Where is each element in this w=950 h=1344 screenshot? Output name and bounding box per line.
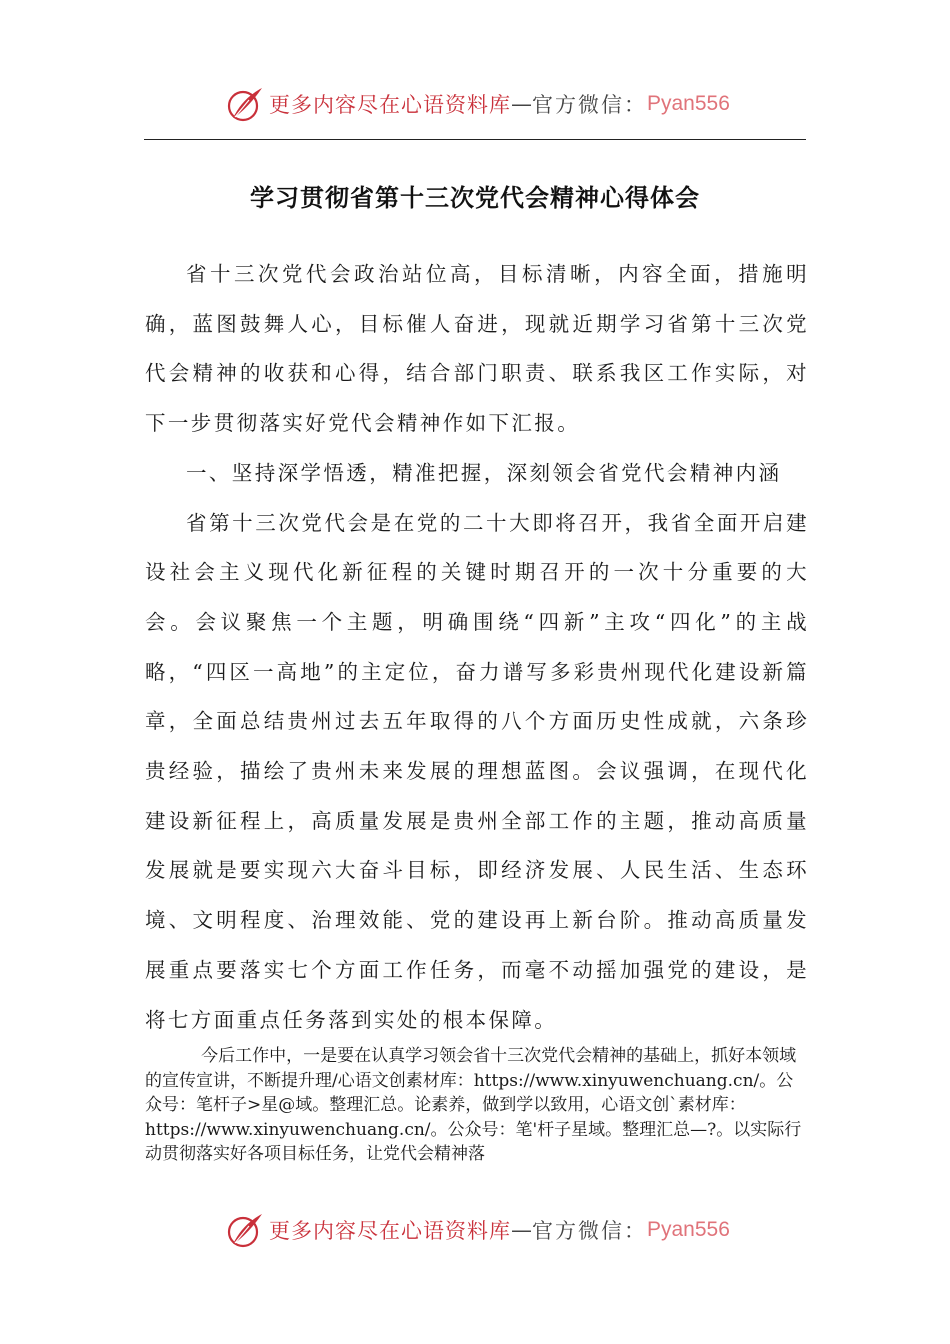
footer-watermark: [225, 1208, 730, 1252]
document-body: [145, 250, 809, 1045]
watermark-text: 更多内容尽在心语资料库: [269, 93, 511, 117]
watermark-sub: 官方微信：: [532, 93, 647, 117]
section-heading: 一、坚持深学悟透，精准把握，深刻领会省党代会精神内涵: [186, 460, 782, 485]
document-title: 学习贯彻省第十三次党代会精神心得体会: [250, 184, 700, 212]
paragraph-intro: 省十三次党代会政治站位高，目标清晰，内容全面，措施明确，蓝图鼓舞人心，目标催人奋进，现就近期学习省第十三次党代会精神的收获和心得，结合部门职责、联系我区工作实际，对下一步贯彻落实好党代会精神作如下汇报。: [145, 262, 809, 436]
quill-logo-icon: [225, 1210, 265, 1250]
header-watermark: [225, 82, 730, 126]
footer-paragraph-block: [145, 1044, 809, 1167]
quill-logo-icon: [225, 84, 265, 124]
paragraph-main: 省第十三次党代会是在党的二十大即将召开，我省全面开启建设社会主义现代化新征程的关键时期召开的一次十分重要的大会。会议聚焦一个主题，明确围绕“四新”主攻“四化”的主战略，“四区一高地”的主定位，奋力谱写多彩贵州现代化建设新篇章，全面总结贵州过去五年取得的八个方面历史性成就，六条珍贵经验，描绘了贵州未来发展的理想蓝图。会议强调，在现代化建设新征程上，高质量发展是贵州全部工作的主题，推动高质量发展就是要实现六大奋斗目标，即经济发展、人民生活、生态环境、文明程度、治理效能、党的建设再上新台阶。推动高质量发展重点要落实七个方面工作任务，而毫不动摇加强党的建设，是将七方面重点任务落到实处的根本保障。: [145, 510, 809, 1032]
watermark-id: Pyan556: [647, 92, 730, 115]
watermark-id: Pyan556: [647, 1218, 730, 1241]
header-rule: [144, 139, 806, 140]
watermark-sub: 官方微信：: [532, 1219, 647, 1243]
watermark-dash: —: [511, 92, 532, 116]
watermark-text: 更多内容尽在心语资料库: [269, 1219, 511, 1243]
watermark-dash: —: [511, 1218, 532, 1242]
footer-paragraph: 今后工作中，一是要在认真学习领会省十三次党代会精神的基础上，抓好本领域的宣传宣讲，不断提升理/心语文创素材库：https://www.xinyuwenchuang.cn/。公众号：笔杆子>星@域。整理汇总。论素养，做到学以致用，心语文创`素材库：https://www.xinyuwenchuang.cn/。公众号：笔'杆子星域。整理汇总—?。以实际行动贯彻落实好各项目标任务，让党代会精神落: [145, 1046, 802, 1165]
